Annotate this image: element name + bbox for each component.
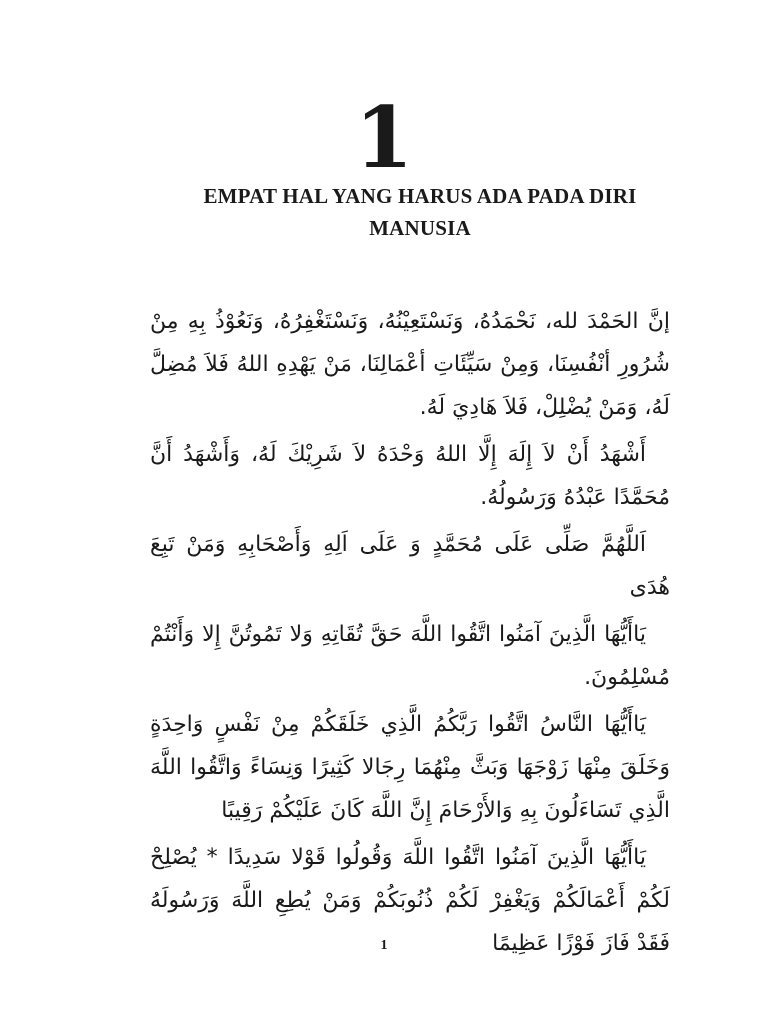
salawat-paragraph: اَللَّهُمَّ صَلِّى عَلَى مُحَمَّدٍ وَ عَلَى اَلِهِ وَأَصْحَابِهِ وَمَنْ تَبِعَ هُدَى bbox=[150, 532, 670, 600]
shahada-paragraph: أَشْهَدُ أَنْ لاَ إِلَهَ إِلَّا اللهُ وَحْدَهُ لاَ شَرِيْكَ لَهُ، وَأَشْهَدُ أَنَّ مُحَمَّدًا عَبْدُهُ وَرَسُولُهُ. bbox=[150, 442, 670, 510]
page-number: 1 bbox=[380, 938, 388, 953]
verse-paragraph-1: يَاأَيُّهَا الَّذِينَ آمَنُوا اتَّقُوا اللَّهَ حَقَّ تُقَاتِهِ وَلا تَمُوتُنَّ إِلا وَأَنْتُمْ مُسْلِمُونَ. bbox=[150, 622, 670, 690]
arabic-text-body bbox=[150, 300, 670, 969]
verse-paragraph-3: يَاأَيُّهَا الَّذِينَ آمَنُوا اتَّقُوا اللَّهَ وَقُولُوا قَوْلا سَدِيدًا * يُصْلِحْ لَكُمْ أَعْمَالَكُمْ وَيَغْفِرْ لَكُمْ ذُنُوبَكُمْ وَمَنْ يُطِعِ اللَّهَ وَرَسُولَهُ فَقَدْ فَازَ فَوْزًا عَظِيمًا bbox=[150, 845, 670, 956]
chapter-number: 1 bbox=[354, 88, 414, 187]
chapter-title: EMPAT HAL YANG HARUS ADA PADA DIRI MANUSIA bbox=[203, 184, 637, 240]
verse-paragraph-2: يَاأَيُّهَا النَّاسُ اتَّقُوا رَبَّكُمُ الَّذِي خَلَقَكُمْ مِنْ نَفْسٍ وَاحِدَةٍ وَخَلَقَ مِنْهَا زَوْجَهَا وَبَثَّ مِنْهُمَا رِجَالا كَثِيرًا وَنِسَاءً وَاتَّقُوا اللَّهَ الَّذِي تَسَاءَلُونَ بِهِ وَالأَرْحَامَ إِنَّ اللَّهَ كَانَ عَلَيْكُمْ رَقِيبًا bbox=[150, 712, 670, 823]
opening-praise-paragraph: إنَّ الحَمْدَ لله، نَحْمَدُهُ، وَنَسْتَعِيْنُهُ، وَنَسْتَغْفِرُهُ، وَنَعُوْذُ بِهِ مِنْ شُرُورِ أنْفُسِنَا، وَمِنْ سَيِّئَاتِ أعْمَالِنَا، مَنْ يَهْدِهِ اللهُ فَلاَ مُضِلَّ لَهُ، وَمَنْ يُضْلِلْ، فَلاَ هَادِيَ لَهُ. bbox=[150, 309, 670, 420]
